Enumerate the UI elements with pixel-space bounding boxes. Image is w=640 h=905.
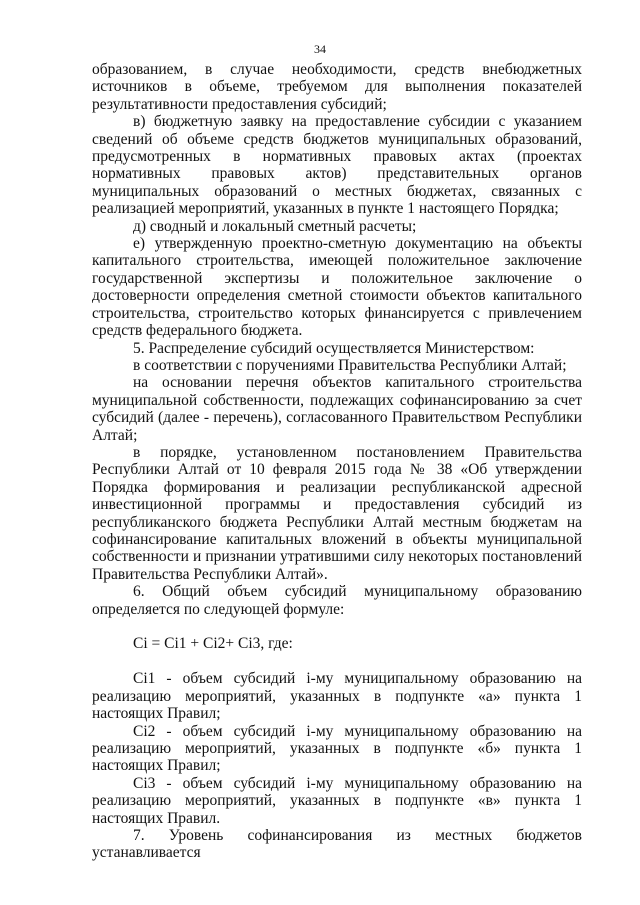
paragraph-section-5-bullet-2: на основании перечня объектов капитального строительства муниципальной собственности, подлежащих софинансированию за счет субсидий (далее - перечень), согласованного Правительством Республики Алтай; xyxy=(92,374,582,444)
paragraph-section-5-bullet-1: в соответствии с поручениями Правительства Республики Алтай; xyxy=(133,356,567,374)
page-number: 34 xyxy=(314,42,326,56)
paragraph-section-5: 5. Распределение субсидий осуществляется Министерством: xyxy=(133,339,535,357)
paragraph-section-6: 6. Общий объем субсидий муниципальному образованию определяется по следующей формуле: xyxy=(92,583,582,618)
paragraph-continuation: образованием, в случае необходимости, средств внебюджетных источников в объеме, требуемом для выполнения показателей результативности предоставления субсидий; xyxy=(92,61,582,113)
paragraph-item-e: е) утвержденную проектно-сметную документацию на объекты капитального строительства, имеющей положительное заключение государственной экспертизы и положительное заключение о достоверности определения сметной стоимости объектов капитального строительства, строительство которых финансируется с привлечением средств федерального бюджета. xyxy=(92,235,582,340)
paragraph-section-5-bullet-3: в порядке, установленном постановлением Правительства Республики Алтай от 10 февраля 2015 года № 38 «Об утверждении Порядка формирования и реализации республиканской адресной инвестиционной программы и предоставления субсидий из республиканского бюджета Республики Алтай местным бюджетам на софинансирование капитальных вложений в объекты муниципальной собственности и признании утратившими силу некоторых постановлений Правительства Республики Алтай». xyxy=(92,443,582,583)
document-body xyxy=(92,61,582,862)
paragraph-section-7: 7. Уровень софинансирования из местных бюджетов устанавливается xyxy=(92,827,582,862)
paragraph-definition-ci3: Ci3 - объем субсидий i-му муниципальному образованию на реализацию мероприятий, указанных в подпункте «в» пункта 1 настоящих Правил. xyxy=(92,774,582,827)
paragraph-item-v: в) бюджетную заявку на предоставление субсидии с указанием сведений об объеме средств бюджетов муниципальных образований, предусмотренных в нормативных правовых актах (проектах нормативных правовых актов) представительных органов муниципальных образований о местных бюджетах, связанных с реализацией мероприятий, указанных в пункте 1 настоящего Порядка; xyxy=(92,113,582,218)
paragraph-definition-ci2: Ci2 - объем субсидий i-му муниципальному образованию на реализацию мероприятий, указанных в подпункте «б» пункта 1 настоящих Правил; xyxy=(92,722,582,775)
paragraph-item-d: д) сводный и локальный сметный расчеты; xyxy=(133,217,417,235)
formula: Ci = Ci1 + Ci2+ Ci3, где: xyxy=(133,635,293,652)
paragraph-definition-ci1: Ci1 - объем субсидий i-му муниципальному образованию на реализацию мероприятий, указанных в подпункте «а» пункта 1 настоящих Правил; xyxy=(92,670,582,723)
